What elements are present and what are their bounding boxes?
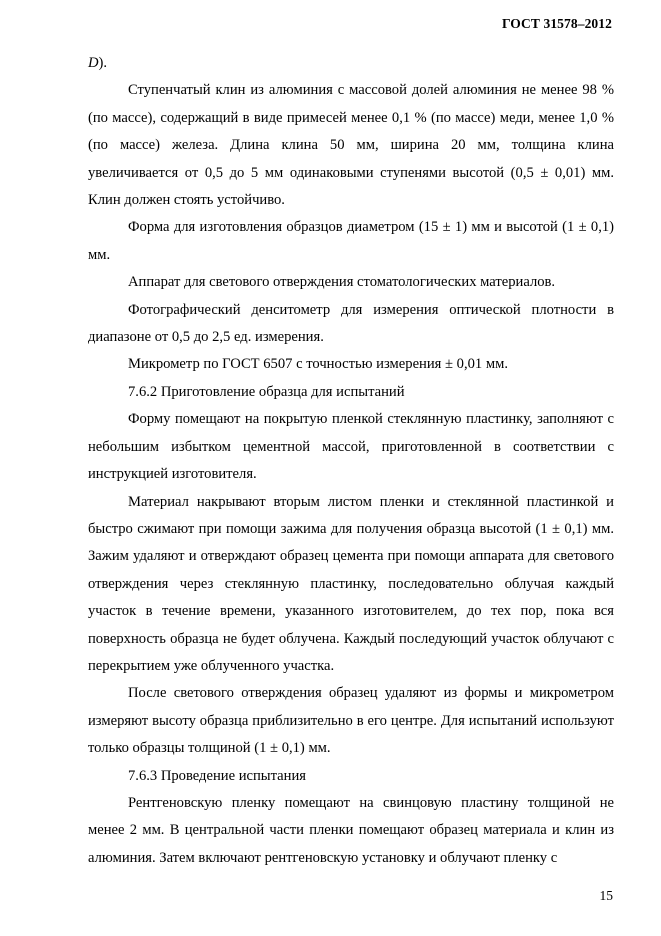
paragraph-sample-measuring: После светового отверждения образец удаляют из формы и микрометром измеряют высоту образца приблизительно в его центре. Для испытаний используют только образцы толщиной (1 ± 0,1) мм. bbox=[88, 685, 614, 757]
page-number: 15 bbox=[599, 888, 613, 903]
paragraph-densitometer: Фотографический денситометр для измерения оптической плотности в диапазоне от 0,5 до 2,5 ед. измерения. bbox=[88, 301, 614, 346]
section-heading-7-6-2: 7.6.2 Приготовление образца для испытаний bbox=[128, 383, 405, 400]
paragraph-mould-filling: Форму помещают на покрытую пленкой стеклянную пластинку, заполняют с небольшим избытком цементной массой, приготовленной в соответствии с инструкцией изготовителя. bbox=[88, 411, 614, 483]
paragraph-continuation-text: ). bbox=[98, 55, 108, 71]
section-heading-7-6-3: 7.6.3 Проведение испытания bbox=[128, 767, 306, 784]
paragraph-sample-mould: Форма для изготовления образцов диаметром (15 ± 1) мм и высотой (1 ± 0,1) мм. bbox=[88, 219, 614, 263]
paragraph-continuation bbox=[88, 50, 614, 77]
paragraph-sample-curing: Материал накрывают вторым листом пленки и стеклянной пластинкой и быстро сжимают при помощи зажима для получения образца высотой (1 ± 0,1) мм. Зажим удаляют и отверждают образец цемента при помощи аппарата для светового отверждения через стеклянную пластинку, последовательно облучая каждый участок в течение времени, указанного изготовителем, до тех пор, пока вся поверхность образца не будет облучена. Каждый последующий участок облучают с перекрытием уже облученного участка. bbox=[88, 493, 614, 674]
paragraph-aluminium-wedge: Ступенчатый клин из алюминия с массовой долей алюминия не менее 98 % (по массе), содержащий в виде примесей менее 0,1 % (по массе) меди, менее 1,0 % (по массе) железа. Длина клина 50 мм, ширина 20 мм, толщина клина увеличивается от 0,5 до 5 мм одинаковыми ступенями высотой (0,5 ± 0,01) мм. Клин должен стоять устойчиво. bbox=[88, 82, 614, 209]
paragraph-curing-device: Аппарат для светового отверждения стоматологических материалов. bbox=[128, 274, 556, 291]
variable-d: D bbox=[88, 55, 99, 71]
paragraph-micrometer: Микрометр по ГОСТ 6507 с точностью измерения ± 0,01 мм. bbox=[128, 356, 508, 373]
paragraph-xray-procedure: Рентгеновскую пленку помещают на свинцовую пластину толщиной не менее 2 мм. В центральной части пленки помещают образец материала и клин из алюминия. Затем включают рентгеновскую установку и облучают пленку с bbox=[88, 794, 614, 866]
document-body bbox=[88, 50, 614, 872]
document-code-header: ГОСТ 31578–2012 bbox=[501, 16, 612, 31]
